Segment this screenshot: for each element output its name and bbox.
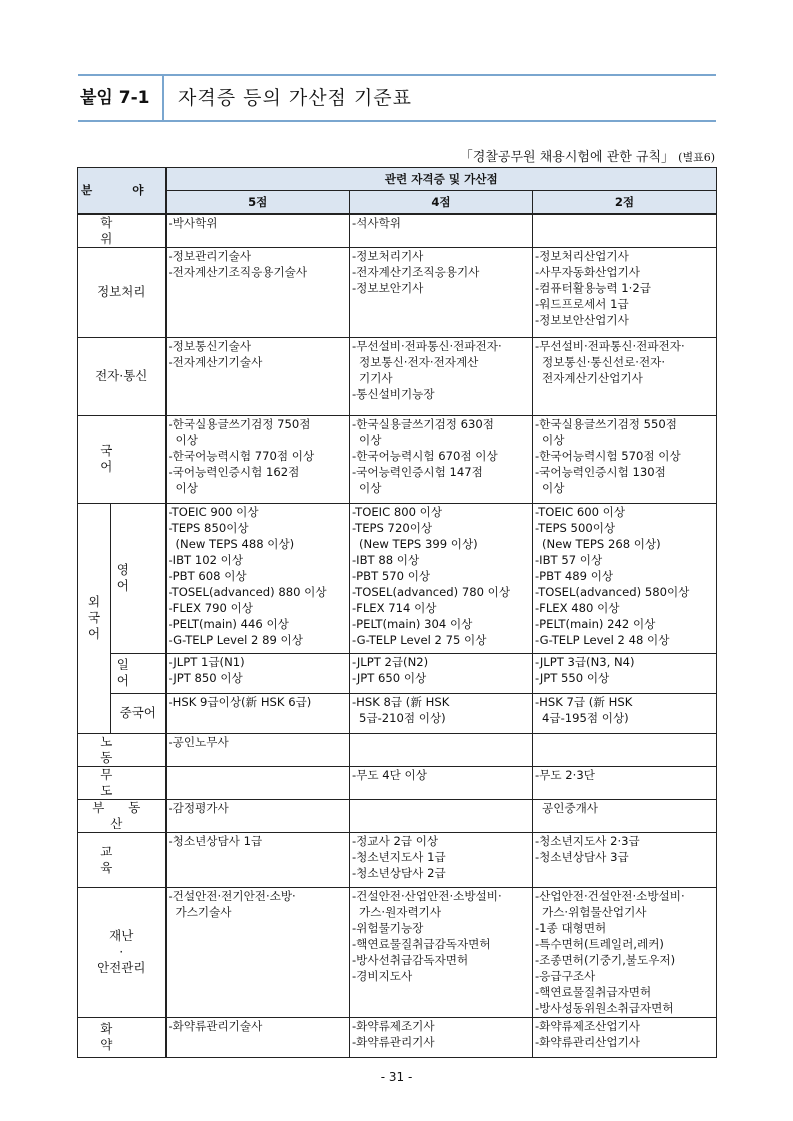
certificate-line: -감정평가사 [168, 800, 229, 815]
points-2-cell [533, 415, 717, 503]
certificate-line: -정보보안기사 [352, 280, 424, 295]
field-cell: 영 어 [111, 503, 166, 653]
points-5-cell [166, 693, 350, 733]
certificate-line: 전자계산기산업기사 [542, 370, 643, 385]
certificate-line: -핵연료물질취급감독자면허 [352, 936, 491, 951]
certificate-line: -IBT 102 이상 [168, 552, 244, 567]
certificate-line: -정보보안산업기사 [535, 312, 629, 327]
certificate-line: -위험물기능장 [352, 920, 424, 935]
points-4-cell [350, 693, 533, 733]
points-5-cell [166, 1017, 350, 1057]
table-row [78, 799, 717, 832]
certificate-line: -화약류관리산업기사 [535, 1034, 640, 1049]
points-2-cell [533, 832, 717, 887]
certificate-line: -청소년상담사 3급 [535, 849, 629, 864]
certificate-line: -청소년지도사 2·3급 [535, 833, 640, 848]
field-cell: 부 동 산 [78, 799, 166, 832]
certificate-line: -공인노무사 [168, 734, 229, 749]
certificate-line: -JLPT 1급(N1) [168, 654, 245, 669]
certificate-line: -국어능력인증시험 162점 [168, 464, 300, 479]
certificate-line: -HSK 9급이상(新 HSK 6급) [168, 694, 312, 709]
points-5-cell [166, 214, 350, 248]
certificate-line: -워드프로세서 1급 [535, 296, 629, 311]
certificate-line: -한국어능력시험 670점 이상 [352, 448, 498, 463]
certificate-line: 이상 [542, 480, 565, 495]
header-field: 분 야 [78, 168, 166, 214]
certificate-line: (New TEPS 268 이상) [542, 536, 661, 551]
points-2-cell [533, 337, 717, 415]
points-5-cell [166, 766, 350, 799]
field-cell: 정보처리 [78, 247, 166, 337]
table-row [78, 832, 717, 887]
field-cell: 일 어 [111, 653, 166, 693]
points-2-cell [533, 887, 717, 1017]
certificate-line: -TEPS 720이상 [352, 520, 433, 535]
header-group: 관련 자격증 및 가산점 [166, 168, 717, 191]
certificate-line: -화약류제조산업기사 [535, 1018, 640, 1033]
points-2-cell [533, 503, 717, 653]
certificate-line: -건설안전·전기안전·소방· [168, 888, 296, 903]
certificate-line: -TOEIC 600 이상 [535, 504, 626, 519]
certificate-line: 이상 [359, 480, 382, 495]
certificate-line: -PBT 570 이상 [352, 568, 431, 583]
points-5-cell [166, 503, 350, 653]
certificate-line: -PELT(main) 304 이상 [352, 616, 473, 631]
table-row [78, 887, 717, 1017]
source-annex: (별표6) [678, 151, 715, 164]
certificate-line: -PELT(main) 446 이상 [168, 616, 289, 631]
points-5-cell [166, 832, 350, 887]
certificate-line: 이상 [175, 480, 198, 495]
certificate-line: -청소년상담사 2급 [352, 865, 446, 880]
field-cell: 중국어 [111, 693, 166, 733]
certificate-line: 5급-210점 이상) [359, 710, 446, 725]
certificate-line: -전자계산기조직응용기사 [352, 264, 480, 279]
source-regulation: 「경찰공무원 채용시험에 관한 규칙」 [459, 150, 675, 165]
table-row [78, 653, 717, 693]
table-row [78, 337, 717, 415]
certificate-line: 가스·위험물산업기사 [542, 904, 647, 919]
certificate-line: -청소년상담사 1급 [168, 833, 263, 848]
certificate-line: -JPT 650 이상 [352, 670, 427, 685]
certificate-line: -JPT 850 이상 [168, 670, 243, 685]
bonus-points-table [77, 167, 717, 1058]
certificate-line: -무선설비·전파통신·전파전자· [535, 338, 685, 353]
header-2pt: 2점 [533, 191, 717, 214]
header-5pt: 5점 [166, 191, 350, 214]
certificate-line: -특수면허(트레일러,레커) [535, 936, 664, 951]
certificate-line: -IBT 88 이상 [352, 552, 420, 567]
certificate-line: (New TEPS 488 이상) [175, 536, 295, 551]
certificate-line: -TOSEL(advanced) 780 이상 [352, 584, 511, 599]
certificate-line: -FLEX 480 이상 [535, 600, 620, 615]
table-row [78, 214, 717, 248]
table-row [78, 247, 717, 337]
certificate-line: -핵연료물질취급자면허 [535, 984, 652, 999]
field-foreign-language: 외 국 어 [78, 503, 111, 733]
certificate-line: -HSK 7급 (新 HSK [535, 694, 633, 709]
certificate-line: -컴퓨터활용능력 1·2급 [535, 280, 651, 295]
certificate-line: -응급구조사 [535, 968, 596, 983]
points-4-cell [350, 247, 533, 337]
points-4-cell [350, 503, 533, 653]
certificate-line: -1종 대형면허 [535, 920, 607, 935]
certificate-line: -박사학위 [168, 215, 218, 230]
certificate-line: -통신설비기능장 [352, 386, 435, 401]
certificate-line: -PELT(main) 242 이상 [535, 616, 656, 631]
certificate-line: 기기사 [359, 370, 393, 385]
certificate-line: -방사선취급감독자면허 [352, 952, 469, 967]
certificate-line: -조종면허(기중기,불도우저) [535, 952, 676, 967]
certificate-line: -G-TELP Level 2 75 이상 [352, 632, 487, 647]
certificate-line: -방사성동위원소취급자면허 [535, 1000, 674, 1015]
field-cell: 무 도 [78, 766, 166, 799]
points-5-cell [166, 415, 350, 503]
certificate-line: -PBT 608 이상 [168, 568, 247, 583]
table-row [78, 766, 717, 799]
certificate-line: -PBT 489 이상 [535, 568, 614, 583]
points-5-cell [166, 733, 350, 766]
certificate-line: -무선설비·전파통신·전파전자· [352, 338, 502, 353]
field-cell: 국 어 [78, 415, 166, 503]
certificate-line: -JLPT 3급(N3, N4) [535, 654, 635, 669]
attachment-tag: 붙임 7-1 [78, 76, 164, 120]
points-4-cell [350, 733, 533, 766]
points-5-cell [166, 337, 350, 415]
table-row [78, 733, 717, 766]
certificate-line: 이상 [359, 432, 382, 447]
certificate-line: -화약류제조기사 [352, 1018, 435, 1033]
field-cell: 전자·통신 [78, 337, 166, 415]
certificate-line: -정교사 2급 이상 [352, 833, 439, 848]
certificate-line: -G-TELP Level 2 89 이상 [168, 632, 303, 647]
certificate-line: 4급-195점 이상) [542, 710, 629, 725]
certificate-line: -TOSEL(advanced) 580이상 [535, 584, 690, 599]
certificate-line: -정보처리산업기사 [535, 248, 629, 263]
field-cell: 학 위 [78, 214, 166, 248]
certificate-line: -FLEX 790 이상 [168, 600, 253, 615]
field-cell: 화 약 [78, 1017, 166, 1057]
points-4-cell [350, 766, 533, 799]
header-4pt: 4점 [350, 191, 533, 214]
points-4-cell [350, 653, 533, 693]
points-4-cell [350, 337, 533, 415]
certificate-line: -국어능력인증시험 147점 [352, 464, 483, 479]
certificate-line: -한국실용글쓰기검정 550점 [535, 416, 677, 431]
certificate-line: 정보통신·전자·전자계산 [359, 354, 479, 369]
certificate-line: -석사학위 [352, 215, 401, 230]
certificate-line: 정보통신·통신선로·전자· [542, 354, 666, 369]
certificate-line: -정보통신기술사 [168, 338, 252, 353]
certificate-line: -HSK 8급 (新 HSK [352, 694, 450, 709]
certificate-line: -한국실용글쓰기검정 630점 [352, 416, 494, 431]
certificate-line: -국어능력인증시험 130점 [535, 464, 666, 479]
certificate-line: -전자계산기기술사 [168, 354, 263, 369]
certificate-line: -TOEIC 900 이상 [168, 504, 259, 519]
certificate-line: -IBT 57 이상 [535, 552, 603, 567]
points-2-cell [533, 766, 717, 799]
points-5-cell [166, 799, 350, 832]
certificate-line: -JPT 550 이상 [535, 670, 610, 685]
certificate-line: 가스·원자력기사 [359, 904, 442, 919]
points-2-cell [533, 733, 717, 766]
points-4-cell [350, 214, 533, 248]
points-2-cell [533, 693, 717, 733]
certificate-line: -산업안전·건설안전·소방설비· [535, 888, 685, 903]
certificate-line: -한국어능력시험 570점 이상 [535, 448, 681, 463]
certificate-line: -경비지도사 [352, 968, 413, 983]
points-4-cell [350, 799, 533, 832]
certificate-line: -JLPT 2급(N2) [352, 654, 429, 669]
certificate-line: -전자계산기조직응용기술사 [168, 264, 308, 279]
table-row [78, 693, 717, 733]
certificate-line: 이상 [175, 432, 198, 447]
table-row [78, 1017, 717, 1057]
table-row [78, 415, 717, 503]
certificate-line: -청소년지도사 1급 [352, 849, 446, 864]
certificate-line: -사무자동화산업기사 [535, 264, 640, 279]
field-cell: 노 동 [78, 733, 166, 766]
points-4-cell [350, 832, 533, 887]
certificate-line: 공인중개사 [542, 800, 598, 815]
certificate-line: -한국실용글쓰기검정 750점 [168, 416, 311, 431]
field-cell: 재난 · 안전관리 [78, 887, 166, 1017]
certificate-line: -TOEIC 800 이상 [352, 504, 443, 519]
certificate-line: -정보처리기사 [352, 248, 424, 263]
points-2-cell [533, 799, 717, 832]
certificate-line: 가스기술사 [175, 904, 232, 919]
points-5-cell [166, 247, 350, 337]
document-header [78, 74, 716, 122]
certificate-line: -TOSEL(advanced) 880 이상 [168, 584, 327, 599]
certificate-line: -FLEX 714 이상 [352, 600, 437, 615]
certificate-line: -G-TELP Level 2 48 이상 [535, 632, 670, 647]
certificate-line: -TEPS 850이상 [168, 520, 249, 535]
points-4-cell [350, 415, 533, 503]
points-2-cell [533, 247, 717, 337]
source-citation [460, 146, 715, 165]
certificate-line: -한국어능력시험 770점 이상 [168, 448, 315, 463]
field-cell: 교 육 [78, 832, 166, 887]
certificate-line: -TEPS 500이상 [535, 520, 616, 535]
certificate-line: -건설안전·산업안전·소방설비· [352, 888, 502, 903]
certificate-line: 이상 [542, 432, 565, 447]
table-row [78, 503, 717, 653]
certificate-line: -정보관리기술사 [168, 248, 252, 263]
points-2-cell [533, 653, 717, 693]
certificate-line: -화약류관리기술사 [168, 1018, 263, 1033]
certificate-line: (New TEPS 399 이상) [359, 536, 478, 551]
certificate-line: -무도 4단 이상 [352, 767, 427, 782]
certificate-line: -무도 2·3단 [535, 767, 595, 782]
points-2-cell [533, 214, 717, 248]
points-4-cell [350, 1017, 533, 1057]
points-2-cell [533, 1017, 717, 1057]
points-4-cell [350, 887, 533, 1017]
points-5-cell [166, 653, 350, 693]
points-5-cell [166, 887, 350, 1017]
page-number: - 31 - [380, 1070, 413, 1084]
document-title: 자격증 등의 가산점 기준표 [178, 87, 413, 109]
certificate-line: -화약류관리기사 [352, 1034, 435, 1049]
